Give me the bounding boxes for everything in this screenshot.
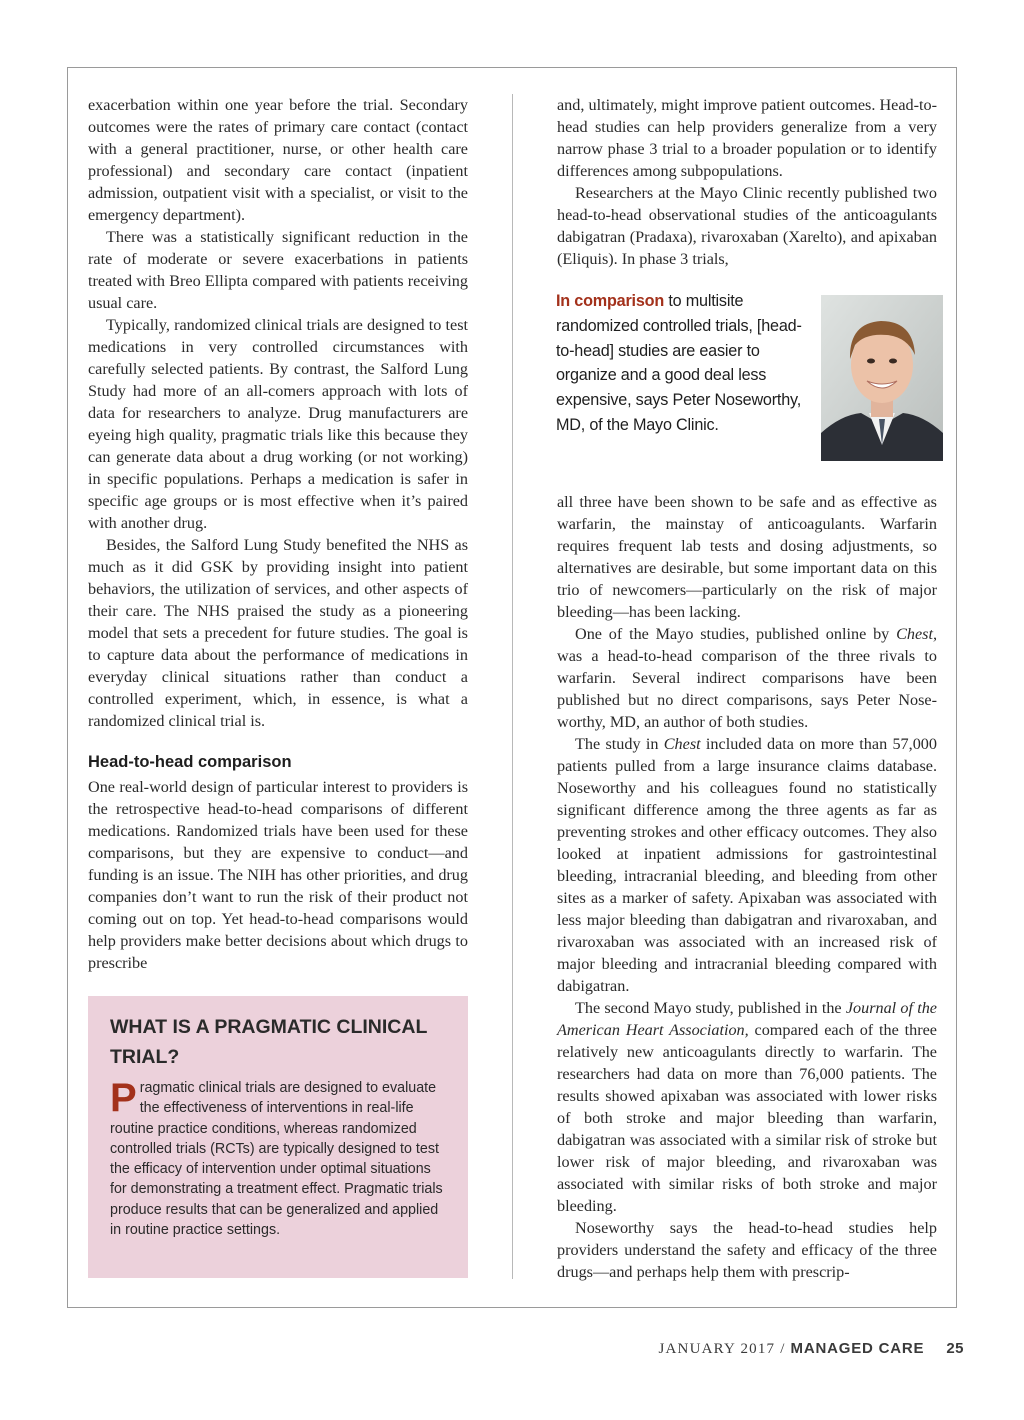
paragraph: Typically, randomized clinical trials are designed to test medications in very controlled circumstances with carefully selected patients. By contrast, the Salford Lung Study had more of an all-comers approach with lots of data for researchers to analyze. Drug manufacturers are eyeing high quality, pragmatic trials like this because they can generate data about a drug working (or not working) in specific populations. Perhaps a medication is safer in specific age groups or is most effective when it’s paired with another drug. [88,316,468,532]
page-footer [600,1340,964,1358]
journal-name: Chest, [896,625,937,643]
paragraph [557,997,937,1217]
column-divider [512,94,513,1279]
text-run: One of the Mayo studies, published online by [575,625,897,643]
paragraph: Noseworthy says the head-to-head studies help providers understand the safety and efficacy of the three drugs—and perhaps help them with prescrip- [557,1219,937,1281]
paragraph: all three have been shown to be safe and as effective as warfarin, the mainstay of anticoagulants. Warfarin requires frequent lab tests and dosing adjustments, so alternatives are desirable, but some important data on this trio of newcomers—particularly on the risk of major bleeding—has been lacking. [557,493,937,621]
paragraph [557,733,937,997]
text-run: The second Mayo study, published in the [575,999,846,1017]
text-run: compared each of the three relatively new anticoagulants directly to warfarin. The researchers had data on more than 76,000 patients. The results showed apixaban was associated with lower risks of both stroke and major bleeding than warfarin, dabigatran was associated with a similar risk of stroke but lower risk of major bleeding, and rivaroxaban was associated with similar risks of both stroke and major bleeding. [557,1021,937,1215]
paragraph: Besides, the Salford Lung Study benefited the NHS as much as it did GSK by providing insight into patient behaviors, the utilization of services, and other aspects of their care. The NHS praised the study as a pioneering model that sets a precedent for future studies. The goal is to capture data about the performance of medications in everyday clinical situations rather than conduct a controlled experiment, which, in essence, is what a randomized clinical trial is. [88,536,468,730]
page-number: 25 [946,1340,964,1357]
left-column [88,94,468,974]
sidebar-box [88,996,468,1278]
paragraph: and, ultimately, might improve patient outcomes. Head-to-head studies can help providers generalize from a very narrow phase 3 trial to a broader population or to identify differences among subpopulations. [557,96,937,180]
paragraph: There was a statistically significant reduction in the rate of moderate or severe exacerbations in patients treated with Breo Ellipta compared with patients receiving usual care. [88,228,468,312]
sidebar-title: WHAT IS A PRAGMATIC CLINICAL TRIAL? [110,1016,428,1068]
journal-name: Chest [663,735,701,753]
magazine-name: MANAGED CARE [790,1340,925,1357]
text-run: was a head-to-head comparison of the three rivals to warfarin. Several indirect comparisons have been published but no direct comparisons, says Peter Noseworthy, MD, an author of both studies. [557,647,937,731]
paragraph: exacerbation within one year before the trial. Secondary outcomes were the rates of primary care contact (contact with a general practitioner, nurse, or other health care professional) and secondary care contact (inpatient admission, outpatient visit with a specialist, or visit to the emergency department). [88,96,468,224]
paragraph [557,623,937,733]
drop-cap: P [110,1076,137,1120]
text-run: included data on more than 57,000 patients pulled from a large insurance claims database. Noseworthy and his colleagues found no statistically significant difference among the three agents as far as preventing strokes and other efficacy outcomes. They also looked at inpatient admissions for gastrointestinal bleeding, intracranial bleeding, and bleeding from other sites as a marker of safety. Apixaban was associated with less major bleeding than dabigatran and rivaroxaban, and rivaroxaban was associated with an increased risk of major bleeding and intracranial bleeding compared with dabigatran. [557,735,937,995]
paragraph: One real-world design of particular interest to providers is the retrospective head-to-head comparisons of different medications. Randomized trials have been used for these comparisons, but they are expensive to conduct—and funding is an issue. The NIH has other priorities, and drug companies don’t want to run the risk of their product not coming out on top. Yet head-to-head comparisons would help providers make better decisions about which drugs to prescribe [88,778,468,972]
journal-name: Journal of the American Heart Association, [557,999,937,1039]
section-heading: Head-to-head comparison [88,753,292,771]
sidebar-text: ragmatic clinical trials are designed to evaluate the effectiveness of interventions in real-life routine practice conditions, whereas randomized controlled trials (RCTs) are typically designed to test the efficacy of intervention under optimal situations for demonstrating a treatment effect. Pragmatic trials produce results that can be generalized and applied in routine practice settings. [110,1080,443,1239]
pull-quote-text: to multisite randomized controlled trials, [head-to-head] studies are easier to organize and a good deal less expensive, says Peter Noseworthy, MD, of the Mayo Clinic. [556,292,802,434]
paragraph: Researchers at the Mayo Clinic recently published two head-to-head observational studies of the anticoagulants dabigatran (Pradaxa), rivaroxaban (Xarelto), and apixaban (Eliquis). In phase 3 trials, [557,184,937,268]
portrait-photo [821,295,943,461]
right-column-bottom [557,491,937,1283]
pull-quote-lead: In comparison [556,292,665,310]
right-column-top [557,94,937,270]
issue-date: JANUARY 2017 / [658,1341,791,1357]
text-run: The study in [575,735,664,753]
pull-quote [556,289,806,438]
portrait-illustration [821,295,943,461]
sidebar-body [110,1078,448,1240]
